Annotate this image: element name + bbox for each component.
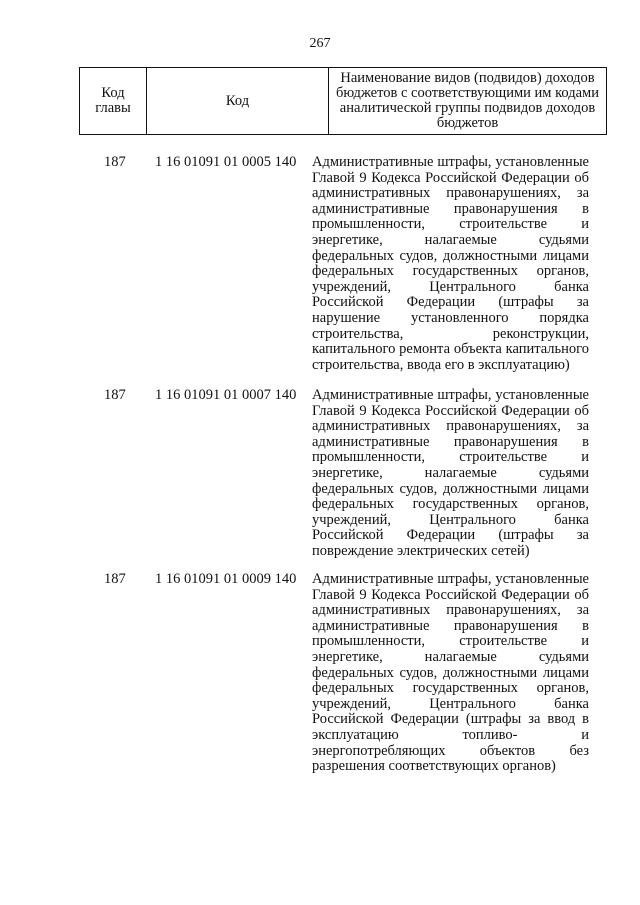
row-description: Административные штрафы, установленные Главой 9 Кодекса Российской Федерации об административных правонарушениях, за административные правонарушения в промышленности, строительстве и энергетике, налагаемые судьями федеральных судов, должностными лицами федеральных государственных органов, учреждений, Центрального банка Российской Федерации (штрафы за повреждение электрических сетей): [312, 387, 589, 559]
table-header: [79, 67, 607, 135]
row-head-code: 187: [104, 387, 126, 403]
row-description: Административные штрафы, установленные Главой 9 Кодекса Российской Федерации об административных правонарушениях, за административные правонарушения в промышленности, строительстве и энергетике, налагаемые судьями федеральных судов, должностными лицами федеральных государственных органов, учреждений, Центрального банка Российской Федерации (штрафы за нарушение установленного порядка строительства, реконструкции, капитального ремонта объекта капитального строительства, ввода его в эксплуатацию): [312, 154, 589, 373]
page-number: 267: [309, 36, 331, 51]
row-code: 1 16 01091 01 0005 140: [155, 154, 297, 170]
row-code: 1 16 01091 01 0007 140: [155, 387, 297, 403]
row-head-code: 187: [104, 571, 126, 587]
header-head-code: Код главы: [80, 68, 147, 135]
header-name: Наименование видов (подвидов) доходов бюджетов с соответствующими им кодами аналитической группы подвидов доходов бюджетов: [329, 68, 607, 135]
header-code: Код: [147, 68, 329, 135]
row-description: Административные штрафы, установленные Главой 9 Кодекса Российской Федерации об административных правонарушениях, за административные правонарушения в промышленности, строительстве и энергетике, налагаемые судьями федеральных судов, должностными лицами федеральных государственных органов, учреждений, Центрального банка Российской Федерации (штрафы за ввод в эксплуатацию топливо- и энергопотребляющих объектов без разрешения соответствующих органов): [312, 571, 589, 775]
row-code: 1 16 01091 01 0009 140: [155, 571, 297, 587]
row-head-code: 187: [104, 154, 126, 170]
